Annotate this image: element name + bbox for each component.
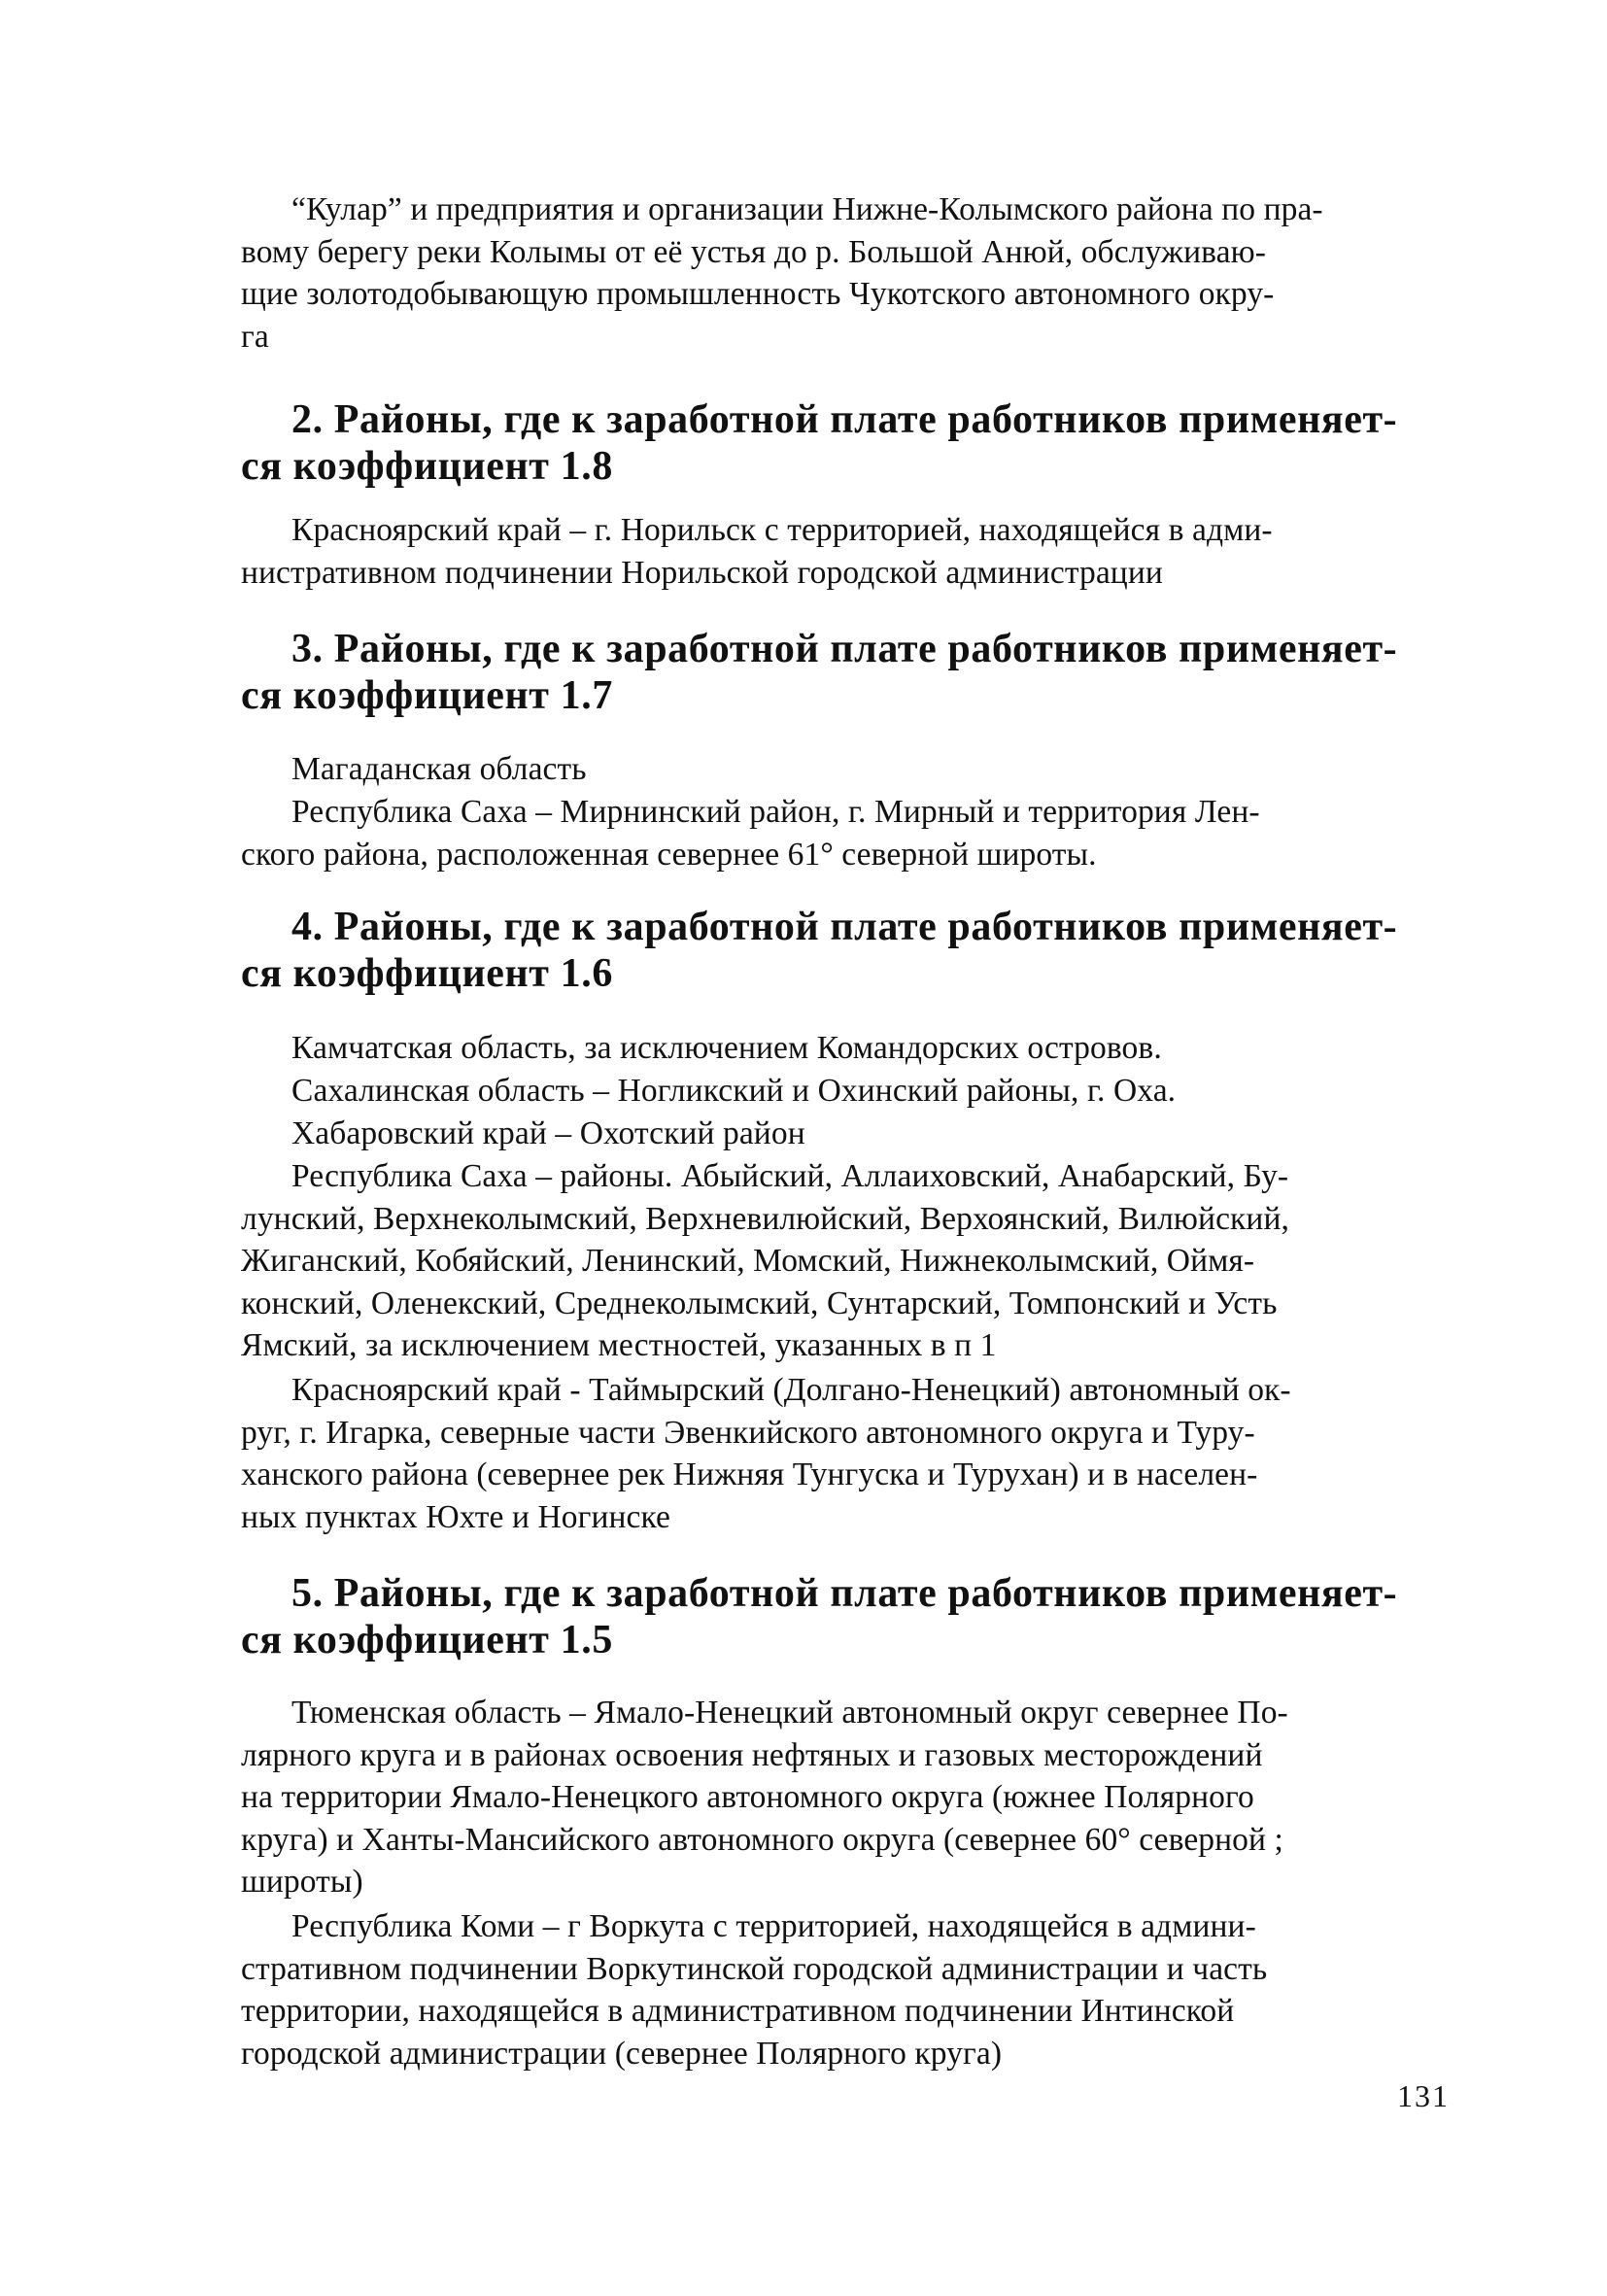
text-line: Камчатская область, за исключением Командорских островов. xyxy=(291,1030,1162,1066)
text-line: Магаданская область xyxy=(291,751,587,787)
text-line: Красноярский край - Таймырский (Долгано-Ненецкий) автономный ок- xyxy=(291,1372,1291,1408)
heading-line: ся коэффициент 1.5 xyxy=(241,1618,613,1662)
text-line: Республика Коми – г Воркута с территорией, находящейся в админи- xyxy=(291,1908,1256,1944)
section-4-entry xyxy=(241,1027,1446,1070)
text-line: щие золотодобывающую промышленность Чукотского автономного окру- xyxy=(241,276,1275,313)
text-line: га xyxy=(241,318,269,355)
heading-line: ся коэффициент 1.7 xyxy=(241,673,613,718)
section-4-entry xyxy=(241,1070,1446,1113)
text-line: городской администрации (севернее Полярного круга) xyxy=(241,2035,1003,2072)
section-5-entry xyxy=(241,1692,1446,1903)
text-line: Тюменская область – Ямало-Ненецкий автономный округ севернее По- xyxy=(291,1695,1288,1731)
text-line: территории, находящейся в административном подчинении Интинской xyxy=(241,1993,1235,2030)
text-line: Ямский, за исключением местностей, указанных в п 1 xyxy=(241,1327,997,1364)
text-line: Республика Саха – Мирнинский район, г. Мирный и территория Лен- xyxy=(291,794,1260,830)
text-line: широты) xyxy=(241,1864,363,1901)
heading-line: 2. Районы, где к заработной плате работников применяет- xyxy=(291,397,1398,442)
section-2-heading xyxy=(241,396,1446,490)
text-line: на территории Ямало-Ненецкого автономного округа (южнее Полярного xyxy=(241,1779,1254,1816)
heading-line: 3. Районы, где к заработной плате работников применяет- xyxy=(291,627,1398,671)
text-line: ных пунктах Юхте и Ногинске xyxy=(241,1498,670,1535)
text-line: Сахалинская область – Ногликский и Охинский районы, г. Оха. xyxy=(291,1073,1177,1109)
section-5-entry xyxy=(241,1905,1446,2074)
text-line: лярного круга и в районах освоения нефтяных и газовых месторождений xyxy=(241,1736,1263,1773)
text-line: конский, Оленекский, Среднеколымский, Сунтарский, Томпонский и Усть xyxy=(241,1285,1278,1321)
text-line: стративном подчинении Воркутинской городской администрации и часть xyxy=(241,1950,1268,1987)
text-line: круга) и Ханты-Мансийского автономного округа (севернее 60° северной ; xyxy=(241,1821,1283,1858)
text-line: ского района, расположенная севернее 61° северной широты. xyxy=(241,836,1097,873)
intro-paragraph xyxy=(241,188,1446,358)
section-2-entry xyxy=(241,509,1446,594)
text-line: нистративном подчинении Норильской городской администрации xyxy=(241,554,1163,591)
section-4-entry xyxy=(241,1113,1446,1155)
text-line: ханского района (севернее рек Нижняя Тунгуска и Турухан) и в населен- xyxy=(241,1456,1258,1493)
text-line: вому берегу реки Колымы от её устья до р. Большой Анюй, обслуживаю- xyxy=(241,233,1266,270)
text-line: Красноярский край – г. Норильск с территорией, находящейся в адми- xyxy=(291,512,1273,548)
text-line: “Кулар” и предприятия и организации Нижне-Колымского района по пра- xyxy=(291,191,1323,227)
section-4-entry xyxy=(241,1369,1446,1538)
page-number: 131 xyxy=(1397,2078,1450,2113)
section-3-entry xyxy=(241,748,1446,791)
section-4-entry xyxy=(241,1155,1446,1367)
text-line: лунский, Верхнеколымский, Верхневилюйский, Верхоянский, Вилюйский, xyxy=(241,1200,1289,1237)
text-line: Жиганский, Кобяйский, Ленинский, Момский, Нижнеколымский, Оймя- xyxy=(241,1243,1255,1280)
heading-line: ся коэффициент 1.6 xyxy=(241,951,613,996)
section-4-heading xyxy=(241,904,1446,997)
heading-line: 4. Районы, где к заработной плате работников применяет- xyxy=(291,905,1398,949)
heading-line: 5. Районы, где к заработной плате работников применяет- xyxy=(291,1571,1398,1616)
section-3-entry xyxy=(241,791,1446,875)
heading-line: ся коэффициент 1.8 xyxy=(241,444,613,489)
text-line: Республика Саха – районы. Абыйский, Аллаиховский, Анабарский, Бу- xyxy=(291,1158,1289,1194)
section-3-heading xyxy=(241,626,1446,719)
text-line: Хабаровский край – Охотский район xyxy=(291,1115,805,1151)
text-line: руг, г. Игарка, северные части Эвенкийского автономного округа и Туру- xyxy=(241,1414,1255,1451)
section-5-heading xyxy=(241,1570,1446,1663)
